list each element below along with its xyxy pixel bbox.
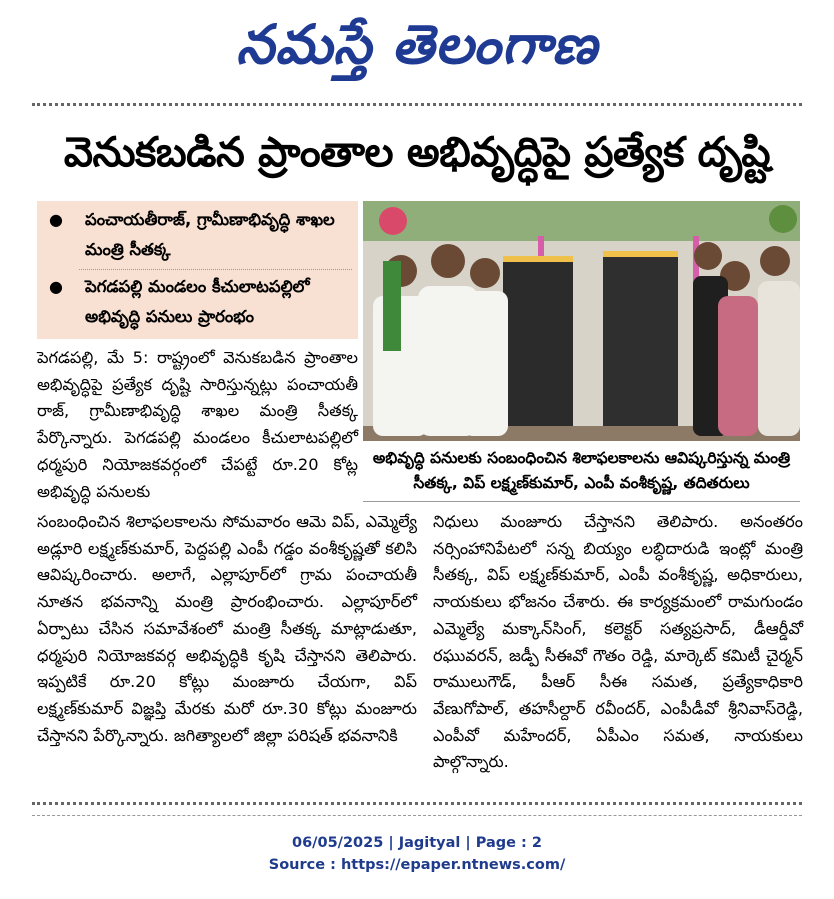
- footer-date-edition: 06/05/2025 | Jagityal | Page : 2: [292, 835, 542, 851]
- body-column-2: [433, 509, 803, 776]
- bottom-rule-secondary: [32, 815, 802, 816]
- highlight-item: [49, 272, 352, 332]
- newspaper-masthead: నమస్తే తెలంగాణ: [236, 13, 598, 76]
- body-paragraph: సంబంధించిన శిలాఫలకాలను సోమవారం ఆమె విప్, ఎమ్మెల్యే అడ్లూరి లక్ష్మణ్‌కుమార్, పెద్దపల్లి ఎంపీ గడ్డం వంశీకృష్ణతో కలిసి ఆవిష్కరించారు. అలాగే, ఎల్లాపూర్‌లో గ్రామ పంచాయతీ నూతన భవనాన్ని మంత్రి ప్రారంభించారు. ఎల్లాపూర్‌లో ఏర్పాటు చేసిన సమావేశంలో మంత్రి సీతక్క మాట్లాడుతూ, ధర్మపురి నియోజకవర్గ అభివృద్ధికి కృషి చేస్తానని తెలిపారు. ఇప్పటికే రూ.20 కోట్లు మంజూరు చేయగా, విప్ లక్ష్మణ్‌కుమార్ విజ్ఞప్తి మేరకు మరో రూ.30 కోట్లు మంజూరు చేస్తానని పేర్కొన్నారు. జగిత్యాలలో జిల్లా పరిషత్ భవనానికి: [37, 512, 417, 745]
- caption-rule: [363, 501, 800, 502]
- top-rule: [32, 103, 802, 106]
- body-paragraph: నిధులు మంజూరు చేస్తానని తెలిపారు. అనంతరం నర్సింహానిపేటలో సన్న బియ్యం లబ్ధిదారుడి ఇంట్లో మంత్రి సీతక్క, విప్ లక్ష్మణ్‌కుమార్, ఎంపీ వంశీకృష్ణ, అధికారులు, నాయకులు భోజనం చేశారు. ఈ కార్యక్రమంలో రామగుండం ఎమ్మెల్యే మక్కాన్‌సింగ్, కలెక్టర్ సత్యప్రసాద్, డీఆర్డీవో రఘువరన్, జడ్పీ సీఈవో గౌతం రెడ్డి, మార్కెట్ కమిటీ చైర్మన్ రాములుగౌడ్, పీఆర్ సీఈ సమత, ప్రత్యేకాధికారి వేణుగోపాల్, తహసీల్దార్ రవీందర్, ఎంపీడీవో శ్రీనివాస్‌రెడ్డి, ఎంపీవో మహేందర్, ఏపీఎం సమత, నాయకులు పాల్గొన్నారు.: [433, 512, 803, 772]
- body-column-1-top: [37, 345, 358, 505]
- bullet-icon: ●: [49, 210, 63, 229]
- article-headline: వెనుకబడిన ప్రాంతాల అభివృద్ధిపై ప్రత్యేక దృష్టి: [63, 128, 771, 176]
- highlight-text: పెగడపల్లి మండలం కీచులాటపల్లిలో అభివృద్ధి పనులు ప్రారంభం: [85, 277, 310, 326]
- body-column-1-bottom: [37, 509, 417, 749]
- footer-source: Source : https://epaper.ntnews.com/: [268, 857, 566, 873]
- article-photo: [363, 201, 800, 441]
- page-footer: [0, 832, 834, 876]
- photo-caption: అభివృద్ధి పనులకు సంబంధించిన శిలాఫలకాలను ఆవిష్కరిస్తున్న మంత్రి సీతక్క, విప్ లక్ష్మణ్‌కుమార్, ఎంపీ వంశీకృష్ణ, తదితరులు: [372, 449, 791, 492]
- bottom-rule: [32, 802, 802, 805]
- highlight-item: [49, 205, 352, 265]
- highlight-divider: [79, 269, 352, 270]
- body-paragraph: పెగడపల్లి, మే 5: రాష్ట్రంలో వెనుకబడిన ప్రాంతాల అభివృద్ధిపై ప్రత్యేక దృష్టి సారిస్తున్నట్లు పంచాయతీ రాజ్, గ్రామీణాభివృద్ధి శాఖల మంత్రి సీతక్క పేర్కొన్నారు. పెగడపల్లి మండలం కీచులాటపల్లిలో ధర్మపురి నియోజకవర్గంలో చేపట్టే రూ.20 కోట్ల అభివృద్ధి పనులకు: [37, 348, 358, 501]
- highlight-text: పంచాయతీరాజ్, గ్రామీణాభివృద్ధి శాఖల మంత్రి సీతక్క: [85, 210, 335, 259]
- bullet-icon: ●: [49, 277, 63, 296]
- highlights-box: [37, 201, 358, 339]
